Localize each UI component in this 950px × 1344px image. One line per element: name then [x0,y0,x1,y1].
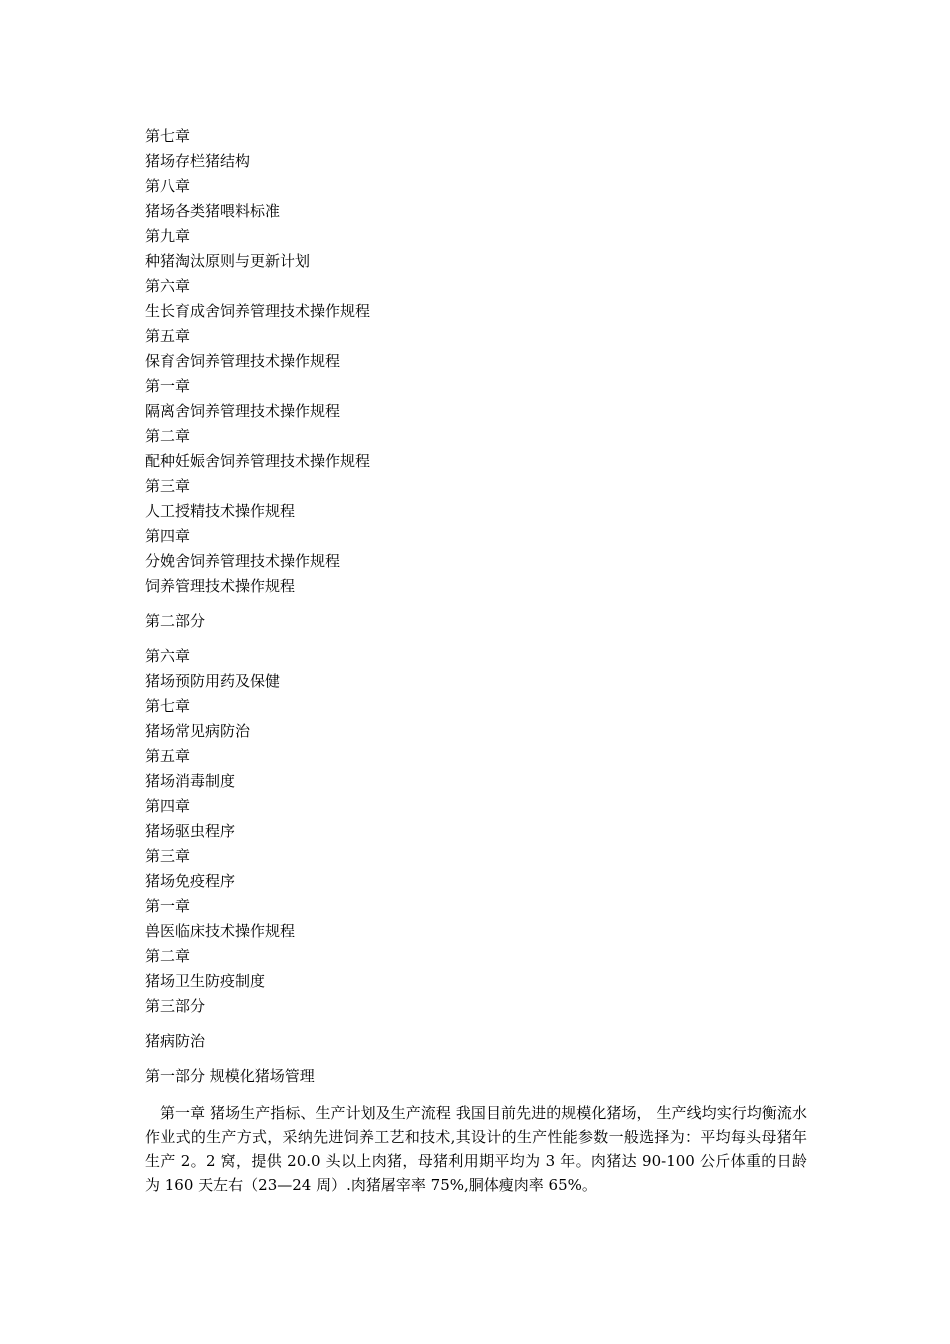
body-paragraph: 第一章 猪场生产指标、生产计划及生产流程 我国目前先进的规模化猪场， 生产线均实行均衡流水作业式的生产方式，采纳先进饲养工艺和技术,其设计的生产性能参数一般选择为：平均每头母猪年生产 2。2 窝，提供 20.0 头以上肉猪，母猪利用期平均为 3 年。肉猪达 90-100 公斤体重的日龄为 160 天左右（23—24 周）.肉猪屠宰率 75%,胴体瘦肉率 65%。 [145,1104,807,1194]
toc-line: 种猪淘汰原则与更新计划 [145,252,311,270]
toc-line: 猪场驱虫程序 [145,822,236,840]
toc-line: 猪场卫生防疫制度 [145,972,266,990]
toc-line: 第三章 [145,847,191,865]
toc-line: 第八章 [145,177,191,195]
toc-line: 第三章 [145,477,191,495]
toc-line: 兽医临床技术操作规程 [145,922,296,940]
part-two-heading: 第二部分 [145,612,206,630]
toc-line: 猪场消毒制度 [145,772,236,790]
spacer [145,599,807,609]
toc-line: 第六章 [145,277,191,295]
toc-line: 生长育成舍饲养管理技术操作规程 [145,302,371,320]
toc-line: 保育舍饲养管理技术操作规程 [145,352,341,370]
spacer [145,1089,807,1099]
toc-line: 第七章 [145,127,191,145]
toc-line: 第二章 [145,427,191,445]
toc-line: 第七章 [145,697,191,715]
toc-section-two [145,644,807,1019]
spacer [145,634,807,644]
toc-line: 第五章 [145,327,191,345]
toc-line: 第五章 [145,747,191,765]
disease-heading: 猪病防治 [145,1032,206,1050]
toc-line: 第一章 [145,897,191,915]
toc-line: 饲养管理技术操作规程 [145,577,296,595]
toc-line: 配种妊娠舍饲养管理技术操作规程 [145,452,371,470]
toc-line: 猪场存栏猪结构 [145,152,251,170]
toc-line: 人工授精技术操作规程 [145,502,296,520]
toc-line: 第四章 [145,797,191,815]
document-page [145,124,807,1197]
toc-line: 第六章 [145,647,191,665]
toc-line: 猪场常见病防治 [145,722,251,740]
toc-line: 第三部分 [145,997,206,1015]
toc-line: 第四章 [145,527,191,545]
toc-line: 第一章 [145,377,191,395]
toc-line: 猪场预防用药及保健 [145,672,281,690]
toc-line: 第九章 [145,227,191,245]
toc-line: 分娩舍饲养管理技术操作规程 [145,552,341,570]
toc-line: 第二章 [145,947,191,965]
toc-line: 猪场免疫程序 [145,872,236,890]
toc-line: 隔离舍饲养管理技术操作规程 [145,402,341,420]
part-one-heading: 第一部分 规模化猪场管理 [145,1067,315,1085]
spacer [145,1019,807,1029]
spacer [145,1054,807,1064]
toc-section-one [145,124,807,599]
toc-line: 猪场各类猪喂料标准 [145,202,281,220]
